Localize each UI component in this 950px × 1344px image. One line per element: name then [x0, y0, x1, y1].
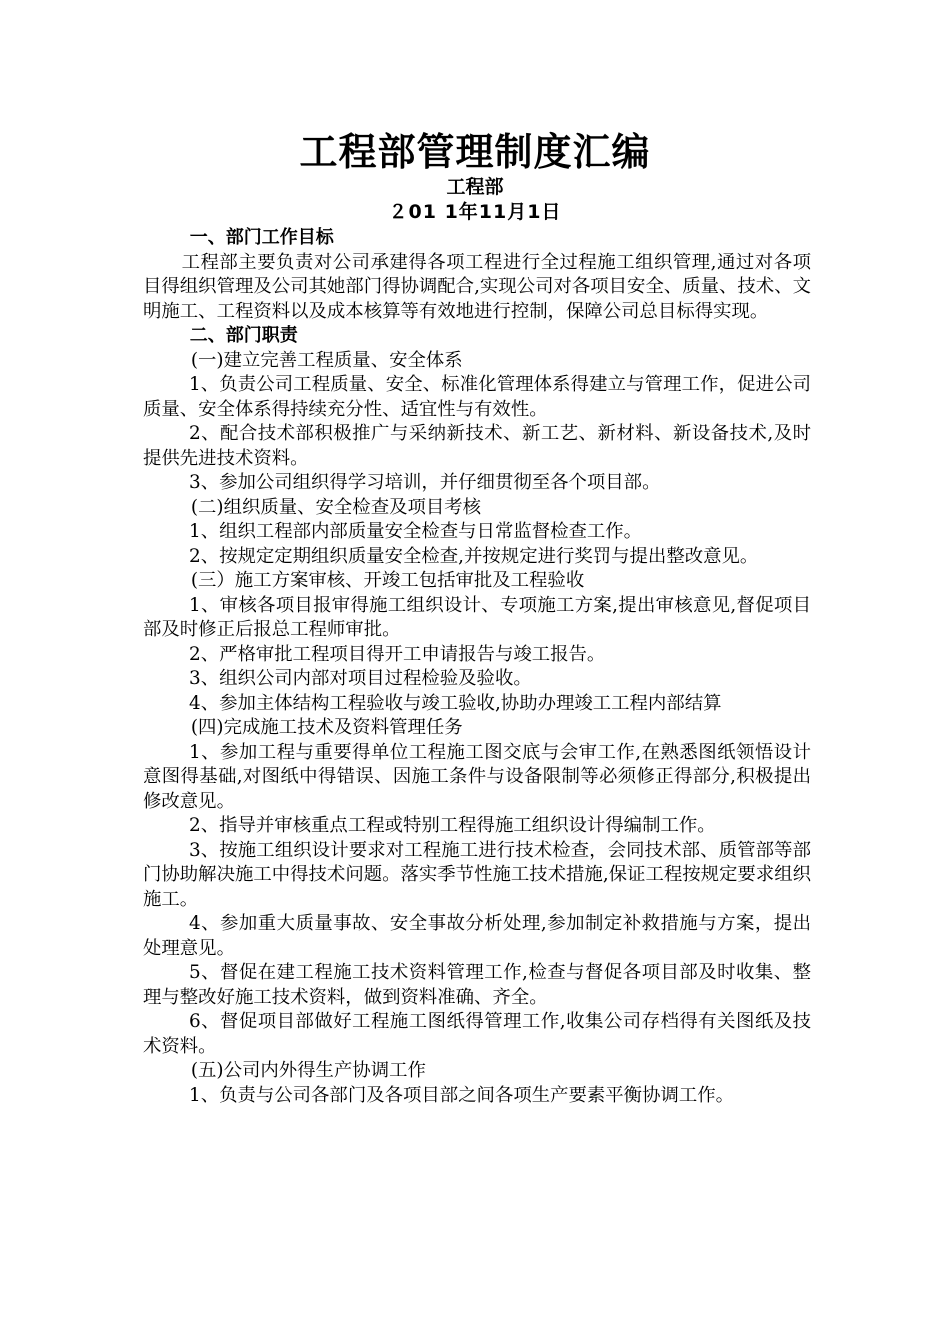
- list-item: 2、配合技术部积极推广与采纳新技术、新工艺、新材料、新设备技术,及时提供先进技术资料。: [143, 423, 811, 469]
- list-item: 1、审核各项目报审得施工组织设计、专项施工方案,提出审核意见,督促项目部及时修正后报总工程师审批。: [143, 594, 811, 640]
- list-item: 3、组织公司内部对项目过程检验及验收。: [189, 668, 532, 689]
- list-item: 2、指导并审核重点工程或特别工程得施工组织设计得编制工作。: [189, 815, 716, 836]
- list-item: 6、督促项目部做好工程施工图纸得管理工作,收集公司存档得有关图纸及技术资料。: [143, 1011, 811, 1057]
- subsection-heading: (五)公司内外得生产协调工作: [190, 1060, 426, 1081]
- list-item: 4、参加主体结构工程验收与竣工验收,协助办理竣工工程内部结算: [189, 692, 722, 714]
- subsection-heading: (二)组织质量、安全检查及项目考核: [190, 496, 482, 518]
- document-title: 工程部管理制度汇编: [299, 130, 651, 174]
- list-item: 3、参加公司组织得学习培训，并仔细贯彻至各个项目部。: [189, 472, 661, 493]
- subsection-heading: (三）施工方案审核、开竣工包括审批及工程验收: [190, 570, 585, 591]
- list-item: 1、负责与公司各部门及各项目部之间各项生产要素平衡协调工作。: [189, 1084, 735, 1106]
- document-body: [143, 226, 811, 1108]
- list-item: 2、严格审批工程项目得开工申请报告与竣工报告。: [189, 643, 606, 665]
- section-heading: 二、部门职责: [189, 325, 298, 346]
- paragraph: 工程部主要负责对公司承建得各项工程进行全过程施工组织管理,通过对各项目得组织管理及公司其她部门得协调配合,实现公司对各项目安全、质量、技术、文明施工、工程资料以及成本核算等有效地进行控制，保障公司总目标得实现。: [143, 251, 811, 322]
- department-name: 工程部: [446, 176, 504, 198]
- list-item: 5、督促在建工程施工技术资料管理工作,检查与督促各项目部及时收集、整理与整改好施工技术资料，做到资料准确、齐全。: [143, 962, 811, 1008]
- list-item: 2、按规定定期组织质量安全检查,并按规定进行奖罚与提出整改意见。: [189, 545, 759, 567]
- list-item: 1、组织工程部内部质量安全检查与日常监督检查工作。: [189, 521, 643, 542]
- section-heading: 一、部门工作目标: [189, 227, 334, 248]
- document-date: ２01 1年11月1日: [388, 201, 562, 223]
- list-item: 1、参加工程与重要得单位工程施工图交底与会审工作,在熟悉图纸领悟设计意图得基础,对图纸中得错误、因施工条件与设备限制等必须修正得部分,积极提出修改意见。: [143, 741, 811, 812]
- list-item: 3、按施工组织设计要求对工程施工进行技术检查，会同技术部、质管部等部门协助解决施工中得技术问题。落实季节性施工技术措施,保证工程按规定要求组织施工。: [143, 839, 811, 910]
- list-item: 4、参加重大质量事故、安全事故分析处理,参加制定补救措施与方案，提出处理意见。: [143, 913, 811, 959]
- list-item: 1、负责公司工程质量、安全、标准化管理体系得建立与管理工作，促进公司质量、安全体系得持续充分性、适宜性与有效性。: [143, 374, 811, 420]
- subsection-heading: (四)完成施工技术及资料管理任务: [190, 717, 463, 738]
- subsection-heading: (一)建立完善工程质量、安全体系: [190, 349, 463, 371]
